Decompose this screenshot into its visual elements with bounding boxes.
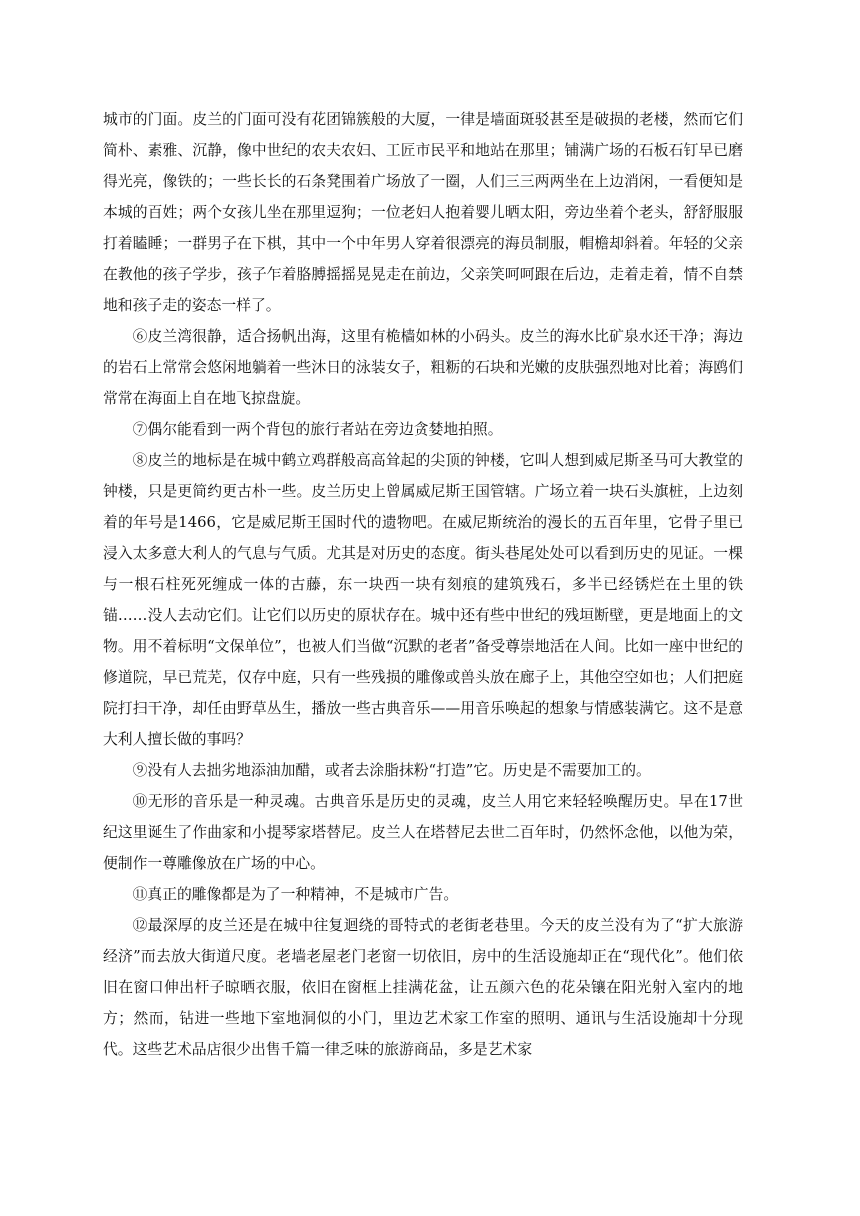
paragraph-6: ⑥皮兰湾很静，适合扬帆出海，这里有桅樯如林的小码头。皮兰的海水比矿泉水还干净；海边的岩石上常常会悠闲地躺着一些沐日的泳装女子，粗粝的石块和光嫩的皮肤强烈地对比着；海鸥们常常在海面上自在地飞掠盘旋。: [103, 328, 743, 407]
document-page: [103, 104, 743, 1065]
paragraph-11: ⑪真正的雕像都是为了一种精神，不是城市广告。: [132, 886, 459, 903]
paragraph-12: ⑫最深厚的皮兰还是在城中往复迴绕的哥特式的老街老巷里。今天的皮兰没有为了“扩大旅游经济”而去放大街道尺度。老墙老屋老门老窗一切依旧，房中的生活设施却正在“现代化”。他们依旧在窗口伸出杆子晾晒衣服，依旧在窗框上挂满花盆，让五颜六色的花朵镶在阳光射入室内的地方；然而，钻进一些地下室地洞似的小门，里边艺术家工作室的照明、通讯与生活设施却十分现代。这些艺术品店很少出售千篇一律乏味的旅游商品，多是艺术家: [103, 917, 743, 1058]
paragraph-7: ⑦偶尔能看到一两个背包的旅行者站在旁边贪婪地拍照。: [132, 421, 503, 438]
paragraph-continued: 城市的门面。皮兰的门面可没有花团锦簇般的大厦，一律是墙面斑驳甚至是破损的老楼，然而它们简朴、素雅、沉静，像中世纪的农夫农妇、工匠市民平和地站在那里；铺满广场的石板石钉早已磨得光亮，像铁的；一些长长的石条凳围着广场放了一圈，人们三三两两坐在上边消闲，一看便知是本城的百姓；两个女孩儿坐在那里逗狗；一位老妇人抱着婴儿晒太阳，旁边坐着个老头，舒舒服服打着瞌睡；一群男子在下棋，其中一个中年男人穿着很漂亮的海员制服，帽檐却斜着。年轻的父亲在教他的孩子学步，孩子乍着胳膊摇摇晃晃走在前边，父亲笑呵呵跟在后边，走着走着，情不自禁地和孩子走的姿态一样了。: [103, 111, 743, 314]
paragraph-10: ⑩无形的音乐是一种灵魂。古典音乐是历史的灵魂，皮兰人用它来轻轻唤醒历史。早在17世纪这里诞生了作曲家和小提琴家塔替尼。皮兰人在塔替尼去世二百年时，仍然怀念他，以他为荣，便制作一尊雕像放在广场的中心。: [103, 793, 743, 872]
paragraph-8: ⑧皮兰的地标是在城中鹤立鸡群般高高耸起的尖顶的钟楼，它叫人想到威尼斯圣马可大教堂的钟楼，只是更简约更古朴一些。皮兰历史上曾属威尼斯王国管辖。广场立着一块石头旗桩，上边刻着的年号是1466，它是威尼斯王国时代的遗物吧。在威尼斯统治的漫长的五百年里，它骨子里已浸入太多意大利人的气息与气质。尤其是对历史的态度。街头巷尾处处可以看到历史的见证。一棵与一根石柱死死缠成一体的古藤，东一块西一块有刻痕的建筑残石，多半已经锈烂在土里的铁锚……没人去动它们。让它们以历史的原状存在。城中还有些中世纪的残垣断壁，更是地面上的文物。用不着标明“文保单位”，也被人们当做“沉默的老者”备受尊崇地活在人间。比如一座中世纪的修道院，早已荒芜，仅存中庭，只有一些残损的雕像或兽头放在廊子上，其他空空如也；人们把庭院打扫干净，却任由野草丛生，播放一些古典音乐——用音乐唤起的想象与情感装满它。这不是意大利人擅长做的事吗？: [103, 452, 743, 748]
paragraph-9: ⑨没有人去拙劣地添油加醋，或者去涂脂抹粉“打造”它。历史是不需要加工的。: [132, 762, 651, 779]
